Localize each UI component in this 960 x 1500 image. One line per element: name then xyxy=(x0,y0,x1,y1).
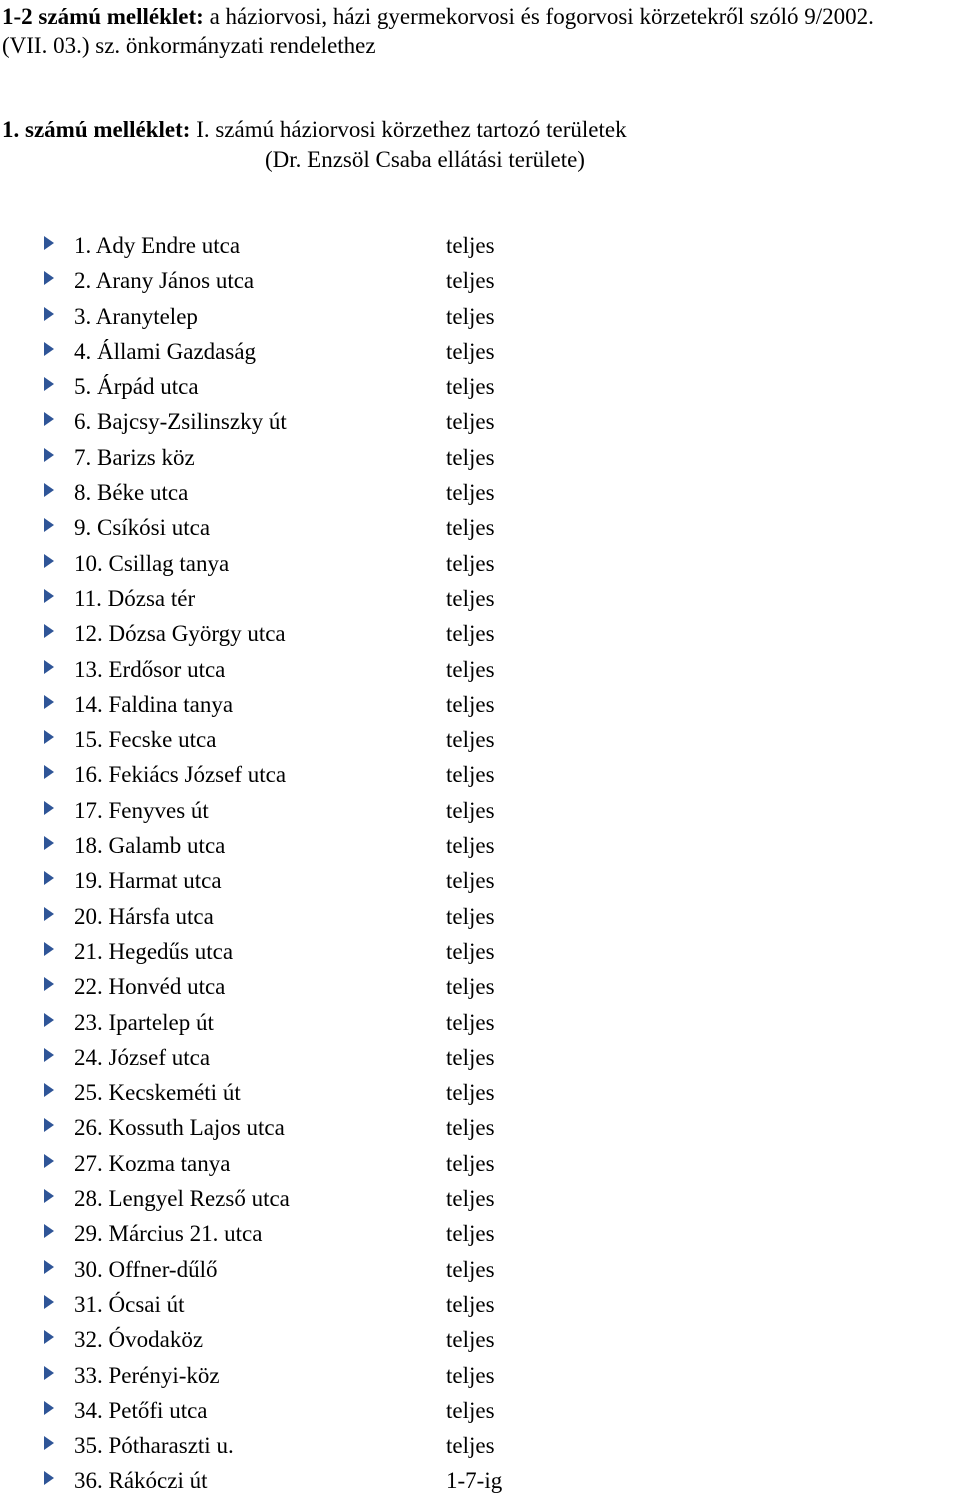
street-name: 21. Hegedűs utca xyxy=(74,938,234,964)
street-name: 31. Ócsai út xyxy=(74,1291,185,1317)
list-item xyxy=(44,723,564,758)
street-name: 16. Fekiács József utca xyxy=(74,762,287,788)
list-item xyxy=(44,935,564,970)
list-item xyxy=(44,370,564,405)
header-line1-text: a háziorvosi, házi gyermekorvosi és fogorvosi körzetekről szóló 9/2002. xyxy=(203,4,874,29)
street-scope: teljes xyxy=(446,550,495,576)
street-scope: teljes xyxy=(446,1009,495,1035)
street-name: 18. Galamb utca xyxy=(74,833,226,859)
list-item xyxy=(44,1429,564,1464)
street-scope: teljes xyxy=(446,1433,495,1459)
triangle-bullet-icon xyxy=(44,871,54,885)
street-name: 23. Ipartelep út xyxy=(74,1009,214,1035)
list-item xyxy=(44,264,564,299)
annex-title-text: I. számú háziorvosi körzethez tartozó területek xyxy=(190,117,627,142)
triangle-bullet-icon xyxy=(44,554,54,568)
header-line2-text: (VII. 03.) sz. önkormányzati rendelethez xyxy=(2,33,376,58)
street-name: 8. Béke utca xyxy=(74,480,189,506)
document-header xyxy=(2,2,942,60)
street-name: 13. Erdősor utca xyxy=(74,656,226,682)
street-scope: teljes xyxy=(446,268,495,294)
triangle-bullet-icon xyxy=(44,1083,54,1097)
street-scope: teljes xyxy=(446,480,495,506)
list-item xyxy=(44,900,564,935)
triangle-bullet-icon xyxy=(44,307,54,321)
street-scope: teljes xyxy=(446,1362,495,1388)
street-name: 24. József utca xyxy=(74,1044,211,1070)
list-item xyxy=(44,1217,564,1252)
street-scope: teljes xyxy=(446,1291,495,1317)
list-item xyxy=(44,1323,564,1358)
list-item xyxy=(44,335,564,370)
triangle-bullet-icon xyxy=(44,1436,54,1450)
list-item xyxy=(44,1394,564,1429)
list-item xyxy=(44,864,564,899)
triangle-bullet-icon xyxy=(44,377,54,391)
header-annex-label: 1-2 számú melléklet: xyxy=(2,4,204,29)
list-item xyxy=(44,1147,564,1182)
list-item xyxy=(44,476,564,511)
triangle-bullet-icon xyxy=(44,907,54,921)
street-name: 12. Dózsa György utca xyxy=(74,621,286,647)
list-item xyxy=(44,1006,564,1041)
triangle-bullet-icon xyxy=(44,765,54,779)
triangle-bullet-icon xyxy=(44,1295,54,1309)
list-item xyxy=(44,829,564,864)
list-item xyxy=(44,1111,564,1146)
triangle-bullet-icon xyxy=(44,1330,54,1344)
list-item xyxy=(44,970,564,1005)
street-scope: teljes xyxy=(446,409,495,435)
street-name: 30. Offner-dűlő xyxy=(74,1256,218,1282)
triangle-bullet-icon xyxy=(44,942,54,956)
triangle-bullet-icon xyxy=(44,1154,54,1168)
triangle-bullet-icon xyxy=(44,271,54,285)
annex-subtitle: (Dr. Enzsöl Csaba ellátási területe) xyxy=(265,147,585,172)
street-name: 20. Hársfa utca xyxy=(74,903,214,929)
street-scope: teljes xyxy=(446,1221,495,1247)
street-scope: teljes xyxy=(446,727,495,753)
triangle-bullet-icon xyxy=(44,1048,54,1062)
triangle-bullet-icon xyxy=(44,342,54,356)
street-name: 36. Rákóczi út xyxy=(74,1468,208,1494)
street-name: 25. Kecskeméti út xyxy=(74,1080,241,1106)
street-scope: teljes xyxy=(446,868,495,894)
triangle-bullet-icon xyxy=(44,1118,54,1132)
street-name: 10. Csillag tanya xyxy=(74,550,230,576)
list-item xyxy=(44,1253,564,1288)
list-item xyxy=(44,1464,564,1499)
triangle-bullet-icon xyxy=(44,518,54,532)
annex-label: 1. számú melléklet: xyxy=(2,117,191,142)
street-scope: 1-7-ig xyxy=(446,1468,503,1494)
street-scope: teljes xyxy=(446,1115,495,1141)
street-name: 22. Honvéd utca xyxy=(74,974,226,1000)
triangle-bullet-icon xyxy=(44,589,54,603)
street-scope: teljes xyxy=(446,338,495,364)
street-name: 7. Barizs köz xyxy=(74,444,195,470)
street-scope: teljes xyxy=(446,1150,495,1176)
triangle-bullet-icon xyxy=(44,236,54,250)
triangle-bullet-icon xyxy=(44,1366,54,1380)
street-scope: teljes xyxy=(446,974,495,1000)
street-name: 1. Ady Endre utca xyxy=(74,233,241,258)
annex-title xyxy=(2,115,902,145)
street-name: 6. Bajcsy-Zsilinszky út xyxy=(74,409,287,435)
triangle-bullet-icon xyxy=(44,1013,54,1027)
triangle-bullet-icon xyxy=(44,836,54,850)
triangle-bullet-icon xyxy=(44,624,54,638)
triangle-bullet-icon xyxy=(44,801,54,815)
street-scope: teljes xyxy=(446,656,495,682)
street-name: 5. Árpád utca xyxy=(74,374,199,400)
street-name: 34. Petőfi utca xyxy=(74,1397,208,1423)
triangle-bullet-icon xyxy=(44,1224,54,1238)
street-scope: teljes xyxy=(446,691,495,717)
list-item xyxy=(44,617,564,652)
triangle-bullet-icon xyxy=(44,660,54,674)
street-name: 32. Óvodaköz xyxy=(74,1327,204,1353)
street-scope: teljes xyxy=(446,1080,495,1106)
triangle-bullet-icon xyxy=(44,448,54,462)
street-name: 29. Március 21. utca xyxy=(74,1221,263,1247)
triangle-bullet-icon xyxy=(44,483,54,497)
street-scope: teljes xyxy=(446,797,495,823)
list-item xyxy=(44,688,564,723)
street-scope: teljes xyxy=(446,233,495,258)
street-scope: teljes xyxy=(446,444,495,470)
list-item xyxy=(44,405,564,440)
street-name: 15. Fecske utca xyxy=(74,727,217,753)
street-list xyxy=(44,229,564,1500)
list-item xyxy=(44,441,564,476)
street-scope: teljes xyxy=(446,303,495,329)
street-scope: teljes xyxy=(446,1044,495,1070)
triangle-bullet-icon xyxy=(44,1401,54,1415)
triangle-bullet-icon xyxy=(44,1260,54,1274)
list-item xyxy=(44,653,564,688)
street-name: 9. Csíkósi utca xyxy=(74,515,211,541)
list-item xyxy=(44,1182,564,1217)
street-name: 4. Állami Gazdaság xyxy=(74,338,257,364)
triangle-bullet-icon xyxy=(44,1471,54,1485)
street-scope: teljes xyxy=(446,585,495,611)
triangle-bullet-icon xyxy=(44,730,54,744)
street-name: 33. Perényi-köz xyxy=(74,1362,220,1388)
street-scope: teljes xyxy=(446,1186,495,1212)
list-item xyxy=(44,1041,564,1076)
list-item xyxy=(44,1288,564,1323)
list-item xyxy=(44,1359,564,1394)
street-scope: teljes xyxy=(446,1327,495,1353)
street-name: 11. Dózsa tér xyxy=(74,585,196,611)
triangle-bullet-icon xyxy=(44,412,54,426)
list-item xyxy=(44,582,564,617)
street-scope: teljes xyxy=(446,938,495,964)
street-name: 3. Aranytelep xyxy=(74,303,198,329)
street-name: 28. Lengyel Rezső utca xyxy=(74,1186,290,1212)
street-scope: teljes xyxy=(446,1397,495,1423)
street-scope: teljes xyxy=(446,833,495,859)
list-item xyxy=(44,1076,564,1111)
list-item xyxy=(44,547,564,582)
list-item xyxy=(44,794,564,829)
triangle-bullet-icon xyxy=(44,695,54,709)
street-scope: teljes xyxy=(446,903,495,929)
street-scope: teljes xyxy=(446,515,495,541)
street-name: 14. Faldina tanya xyxy=(74,691,234,717)
street-name: 2. Arany János utca xyxy=(74,268,255,294)
list-item xyxy=(44,758,564,793)
triangle-bullet-icon xyxy=(44,1189,54,1203)
street-scope: teljes xyxy=(446,1256,495,1282)
street-name: 26. Kossuth Lajos utca xyxy=(74,1115,285,1141)
street-scope: teljes xyxy=(446,762,495,788)
street-name: 17. Fenyves út xyxy=(74,797,209,823)
list-item xyxy=(44,300,564,335)
list-item xyxy=(44,229,564,264)
list-item xyxy=(44,511,564,546)
triangle-bullet-icon xyxy=(44,977,54,991)
street-name: 19. Harmat utca xyxy=(74,868,222,894)
street-name: 35. Pótharaszti u. xyxy=(74,1433,234,1459)
street-scope: teljes xyxy=(446,621,495,647)
street-name: 27. Kozma tanya xyxy=(74,1150,231,1176)
street-scope: teljes xyxy=(446,374,495,400)
